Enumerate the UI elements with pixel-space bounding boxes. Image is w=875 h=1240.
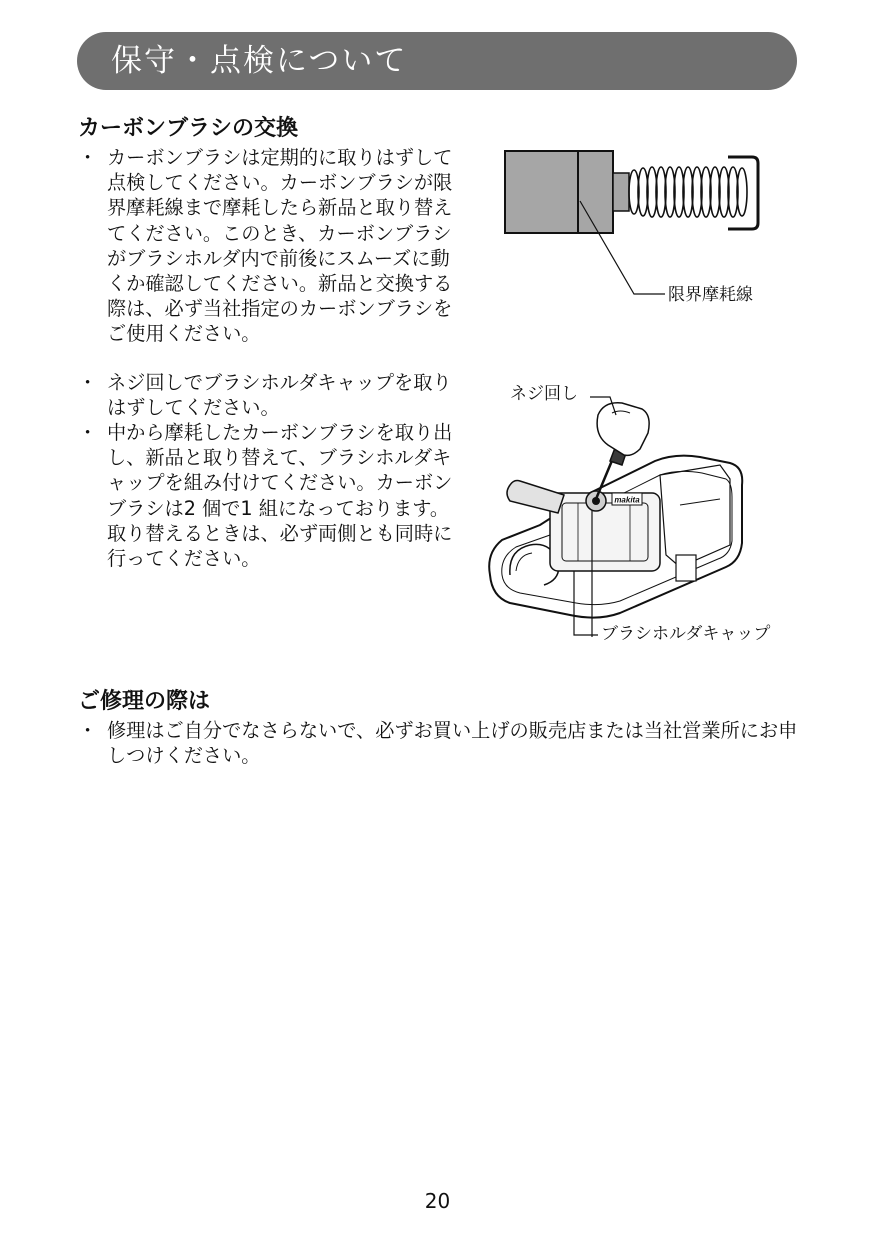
holder-cap-label: ブラシホルダキャップ [601, 624, 771, 644]
bullet-text: ネジ回しでブラシホルダキャップを取りはずしてください。 [107, 371, 452, 420]
bullet-text: 中から摩耗したカーボンブラシを取り出し、新品と取り替えて、ブラシホルダキャップを組み付けてください。カーボンブラシは2 個で1 組になっております。取り替えるときは、必ず両側とも同時に行ってください。 [107, 421, 453, 571]
page-number: 20 [424, 1189, 451, 1213]
list-item [78, 145, 453, 373]
bullet-mark: ・ [78, 719, 98, 742]
section-title: 保守・点検について [111, 43, 408, 79]
bullet-mark: ・ [78, 371, 98, 394]
brand-label: makita [614, 495, 640, 505]
bullet-text: 修理はご自分でなさらないで、必ずお買い上げの販売店または当社営業所にお申しつけください。 [107, 719, 798, 768]
section-banner [77, 32, 797, 90]
brush-heading: カーボンブラシの交換 [78, 116, 299, 141]
bullet-mark: ・ [78, 146, 98, 169]
screwdriver-label: ネジ回し [510, 384, 578, 404]
bandsaw-illustration [480, 375, 780, 650]
list-item [78, 420, 453, 572]
bullet-mark: ・ [78, 421, 98, 444]
list-item [78, 370, 452, 422]
limit-line-label: 限界摩耗線 [668, 285, 753, 305]
repair-heading: ご修理の際は [78, 689, 211, 714]
list-item [78, 718, 798, 770]
bullet-text: カーボンブラシは定期的に取りはずして点検してください。カーボンブラシが限界摩耗線まで摩耗したら新品と取り替えてください。このとき、カーボンブラシがブラシホルダ内で前後にスムーズに動くか確認してください。新品と交換する際は、必ず当社指定のカーボンブラシをご使用ください。 [107, 146, 453, 346]
